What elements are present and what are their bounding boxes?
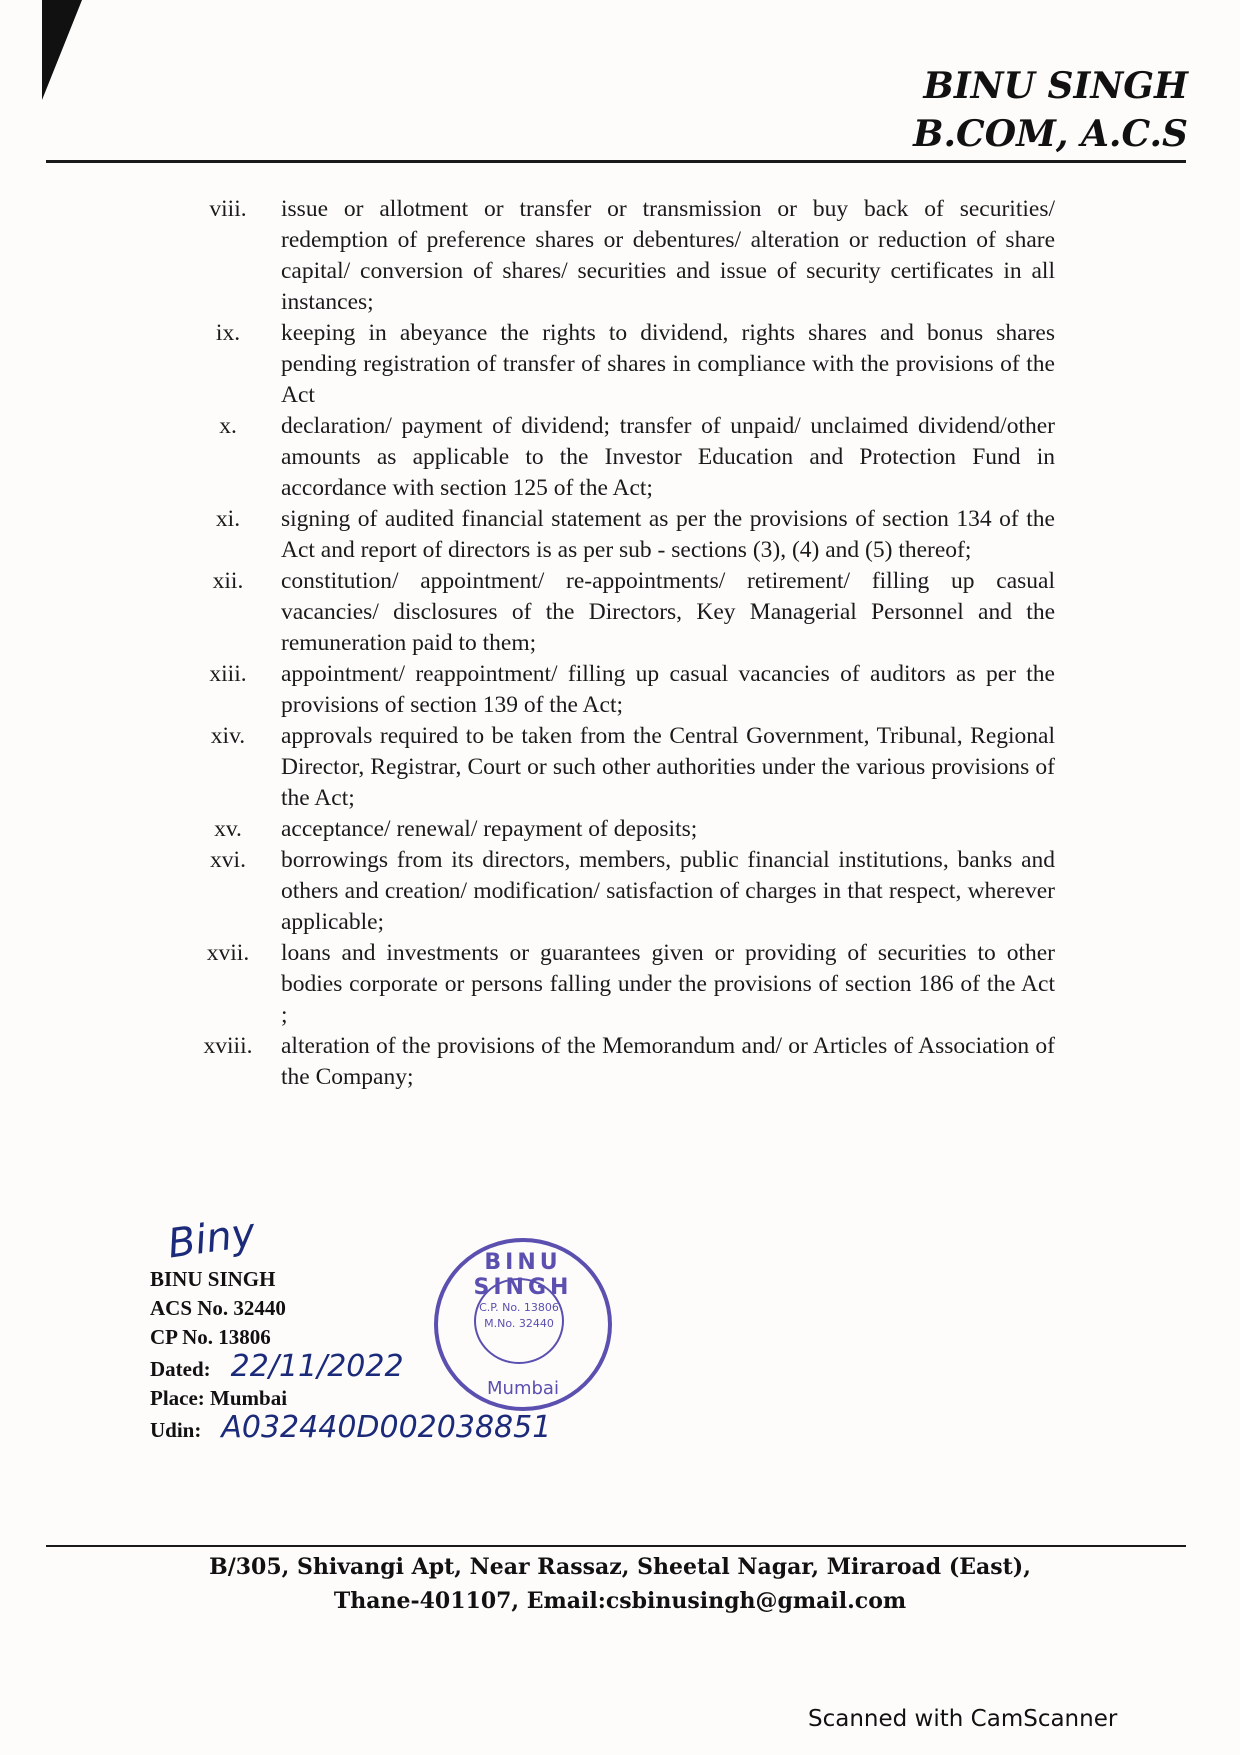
- item-number: xvii.: [206, 940, 250, 966]
- list-item: [175, 1031, 1055, 1093]
- item-number: ix.: [215, 320, 241, 346]
- item-text: borrowings from its directors, members, public financial institutions, banks and others and creation/ modification/ satisfaction of charges in that respect, wherever applicable;: [281, 847, 1055, 935]
- list-item: [175, 814, 1055, 845]
- stamp-top-text: BINU SINGH: [473, 1250, 573, 1300]
- item-text: alteration of the provisions of the Memorandum and/ or Articles of Association of the Company;: [281, 1033, 1055, 1090]
- stamp-bottom-text: Mumbai: [487, 1378, 559, 1399]
- footer-divider: [46, 1545, 1186, 1547]
- clause-list: [175, 194, 1055, 1093]
- item-text: declaration/ payment of dividend; transfer of unpaid/ unclaimed dividend/other amounts as applicable to the Investor Education and Protection Fund in accordance with section 125 of the Act;: [281, 413, 1055, 501]
- item-number: viii.: [209, 196, 247, 222]
- header-divider: [46, 160, 1186, 163]
- item-text: loans and investments or guarantees given or providing of securities to other bodies corporate or persons falling under the provisions of section 186 of the Act ;: [281, 940, 1055, 1028]
- list-item: [175, 938, 1055, 1031]
- item-number: xv.: [214, 816, 242, 842]
- list-item: [175, 194, 1055, 318]
- place-label: Place:: [150, 1386, 205, 1410]
- item-text: issue or allotment or transfer or transmission or buy back of securities/ redemption of preference shares or debentures/ alteration or reduction of share capital/ conversion of shares/ securities and issue of security certificates in all instances;: [281, 196, 1055, 315]
- place-value: Mumbai: [210, 1386, 288, 1410]
- letterhead-qualification: B.COM, A.C.S: [913, 113, 1188, 155]
- company-secretary-stamp: [434, 1238, 612, 1411]
- list-item: [175, 659, 1055, 721]
- item-number: x.: [219, 413, 237, 439]
- acs-number: ACS No. 32440: [150, 1296, 286, 1320]
- item-text: approvals required to be taken from the Central Government, Tribunal, Regional Director, Registrar, Court or such other authorities under the various provisions of the Act;: [281, 723, 1055, 811]
- udin-value: A032440D002038851: [221, 1410, 552, 1445]
- dated-label: Dated:: [150, 1357, 211, 1381]
- item-number: xi.: [215, 506, 241, 532]
- cp-number: CP No. 13806: [150, 1325, 271, 1349]
- item-text: signing of audited financial statement as per the provisions of section 134 of the Act and report of directors is as per sub - sections (3), (4) and (5) thereof;: [281, 506, 1055, 563]
- item-number: xviii.: [203, 1033, 253, 1059]
- stamp-line1: C.P. No. 13806: [479, 1301, 559, 1314]
- item-number: xii.: [212, 568, 244, 594]
- list-item: [175, 721, 1055, 814]
- footer-line1: B/305, Shivangi Apt, Near Rassaz, Sheetal Nagar, Miraroad (East),: [209, 1554, 1031, 1580]
- list-item: [175, 318, 1055, 411]
- stamp-center: [474, 1278, 564, 1364]
- item-number: xvi.: [210, 847, 246, 873]
- footer-line2: Thane-401107, Email:csbinusingh@gmail.com: [333, 1588, 907, 1614]
- scan-corner-mark: [42, 0, 82, 100]
- footer-address: [0, 1550, 1240, 1618]
- item-text: constitution/ appointment/ re-appointments/ retirement/ filling up casual vacancies/ disclosures of the Directors, Key Managerial Personnel and the remuneration paid to them;: [281, 568, 1055, 656]
- udin-row: [150, 1410, 552, 1445]
- item-text: appointment/ reappointment/ filling up casual vacancies of auditors as per the provisions of section 139 of the Act;: [281, 661, 1055, 718]
- letterhead: [913, 62, 1188, 158]
- udin-label: Udin:: [150, 1418, 202, 1442]
- item-number: xiv.: [210, 723, 246, 749]
- signatory-name: BINU SINGH: [150, 1267, 276, 1291]
- dated-value: 22/11/2022: [230, 1349, 404, 1384]
- item-text: acceptance/ renewal/ repayment of deposits;: [281, 816, 698, 842]
- item-text: keeping in abeyance the rights to dividend, rights shares and bonus shares pending registration of transfer of shares in compliance with the provisions of the Act: [281, 320, 1055, 408]
- stamp-line2: M.No. 32440: [484, 1317, 554, 1330]
- list-item: [175, 411, 1055, 504]
- list-item: [175, 566, 1055, 659]
- item-number: xiii.: [209, 661, 247, 687]
- scanner-watermark: Scanned with CamScanner: [808, 1706, 1118, 1732]
- handwritten-signature: Biny: [164, 1209, 259, 1268]
- letterhead-name: BINU SINGH: [923, 65, 1188, 107]
- list-item: [175, 504, 1055, 566]
- list-item: [175, 845, 1055, 938]
